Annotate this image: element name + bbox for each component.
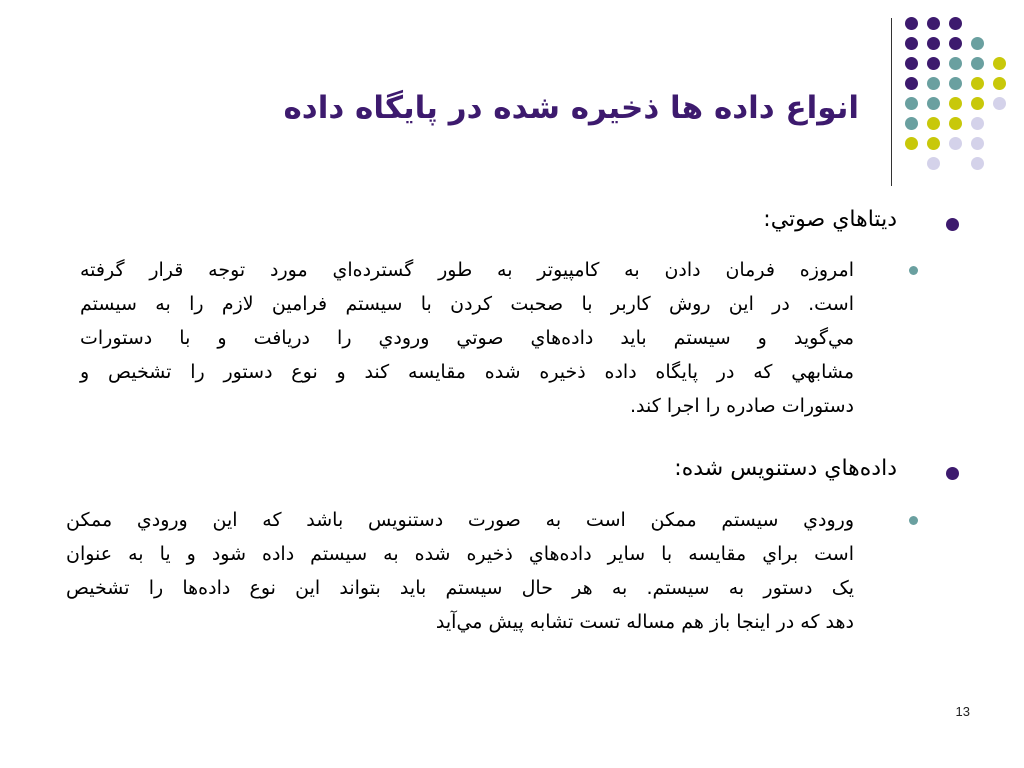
dot (905, 77, 918, 90)
dot (905, 137, 918, 150)
paragraph-line: است براي مقايسه با ساير داده‌هاي ذخيره شده به سيستم داده شود و يا به عنوان (66, 543, 854, 565)
dot (927, 37, 940, 50)
dot (927, 97, 940, 110)
sub-bullet-marker (909, 266, 918, 275)
dot (993, 97, 1006, 110)
bullet-marker (946, 467, 959, 480)
section-paragraph-voice-data (80, 253, 854, 423)
paragraph-line: دستورات صادره را اجرا کند. (630, 395, 854, 417)
dot (971, 77, 984, 90)
dot (971, 137, 984, 150)
dot (949, 37, 962, 50)
paragraph-line: است. در اين روش کاربر با صحبت کردن با سيستم فرامين لازم را به سيستم (80, 293, 854, 315)
paragraph-line: يک دستور به سيستم. به هر حال سيستم بايد بتواند اين نوع داده‌ها را تشخيص (66, 577, 854, 599)
paragraph-line: ورودي سيستم ممکن است به صورت دستنويس باشد که اين ورودي ممکن (66, 509, 854, 531)
paragraph-line: مي‌گويد و سيستم بايد داده‌هاي صوتي ورودي را دريافت و با دستورات (80, 327, 854, 349)
dot (949, 137, 962, 150)
dot (949, 97, 962, 110)
page-number: 13 (955, 704, 970, 719)
dot (927, 77, 940, 90)
dot (971, 157, 984, 170)
dot (971, 37, 984, 50)
dot (993, 57, 1006, 70)
bullet-marker (946, 218, 959, 231)
dot (905, 37, 918, 50)
dot (949, 17, 962, 30)
dot (971, 97, 984, 110)
dot (927, 117, 940, 130)
slide-title: انواع داده ها ذخيره شده در پايگاه داده (283, 90, 859, 126)
title-divider-line (891, 18, 892, 186)
section-heading-voice-data: ديتاهاي صوتي: (763, 207, 897, 232)
decorative-dot-grid (900, 12, 1010, 172)
dot (905, 57, 918, 70)
dot (905, 117, 918, 130)
paragraph-line: دهد که در اينجا باز هم مساله تست تشابه پيش مي‌آيد (435, 611, 854, 633)
dot (993, 77, 1006, 90)
dot (949, 117, 962, 130)
paragraph-line: امروزه فرمان دادن به کامپيوتر به طور گسترده‌اي مورد توجه قرار گرفته (80, 259, 854, 281)
section-heading-handwritten-data: داده‌هاي دستنويس شده: (674, 456, 897, 481)
dot (905, 17, 918, 30)
dot (905, 97, 918, 110)
dot (971, 117, 984, 130)
dot (927, 57, 940, 70)
sub-bullet-marker (909, 516, 918, 525)
dot (927, 17, 940, 30)
dot (971, 57, 984, 70)
dot (927, 137, 940, 150)
dot (949, 57, 962, 70)
dot (949, 77, 962, 90)
section-paragraph-handwritten-data (66, 503, 854, 639)
paragraph-line: مشابهي که در پايگاه داده ذخيره شده مقايسه کند و نوع دستور را تشخيص و (80, 361, 854, 383)
dot (927, 157, 940, 170)
